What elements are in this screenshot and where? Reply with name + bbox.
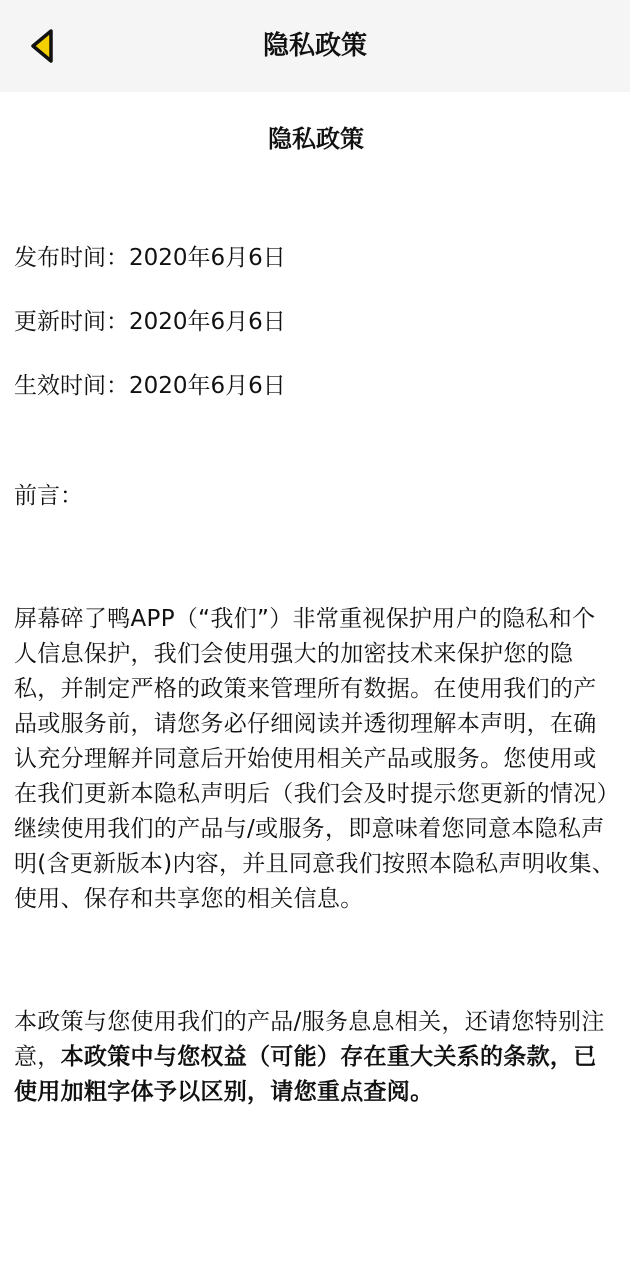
page-title: 隐私政策	[262, 31, 367, 61]
policy-content	[14, 92, 618, 1110]
intro-paragraph: 屏幕碎了鸭APP（“我们”）非常重视保护用户的隐私和个人信息保护，我们会使用强大的加密技术来保护您的隐私，并制定严格的政策来管理所有数据。在使用我们的产品或服务前，请您务必仔细阅读并透彻理解本声明，在确认充分理解并同意后开始使用相关产品或服务。您使用或在我们更新本隐私声明后（我们会及时提示您更新的情况）继续使用我们的产品与/或服务，即意味着您同意本隐私声明(含更新版本)内容，并且同意我们按照本隐私声明收集、使用、保存和共享您的相关信息。	[14, 606, 616, 912]
publish-date: 发布时间：2020年6月6日	[14, 245, 286, 271]
top-bar	[0, 0, 630, 92]
notice-normal-text: 本政策与您使用我们的产品/服务息息相关，还请您特别注意，	[14, 1009, 605, 1070]
update-date: 更新时间：2020年6月6日	[14, 309, 286, 335]
effective-date: 生效时间：2020年6月6日	[14, 373, 286, 399]
notice-paragraph	[14, 1005, 618, 1110]
preface-label: 前言：	[14, 483, 83, 509]
date-list	[14, 242, 618, 402]
document-title: 隐私政策	[268, 125, 364, 153]
notice-bold-text: 本政策中与您权益（可能）存在重大关系的条款，已使用加粗字体予以区别，请您重点查阅。	[14, 1044, 597, 1105]
